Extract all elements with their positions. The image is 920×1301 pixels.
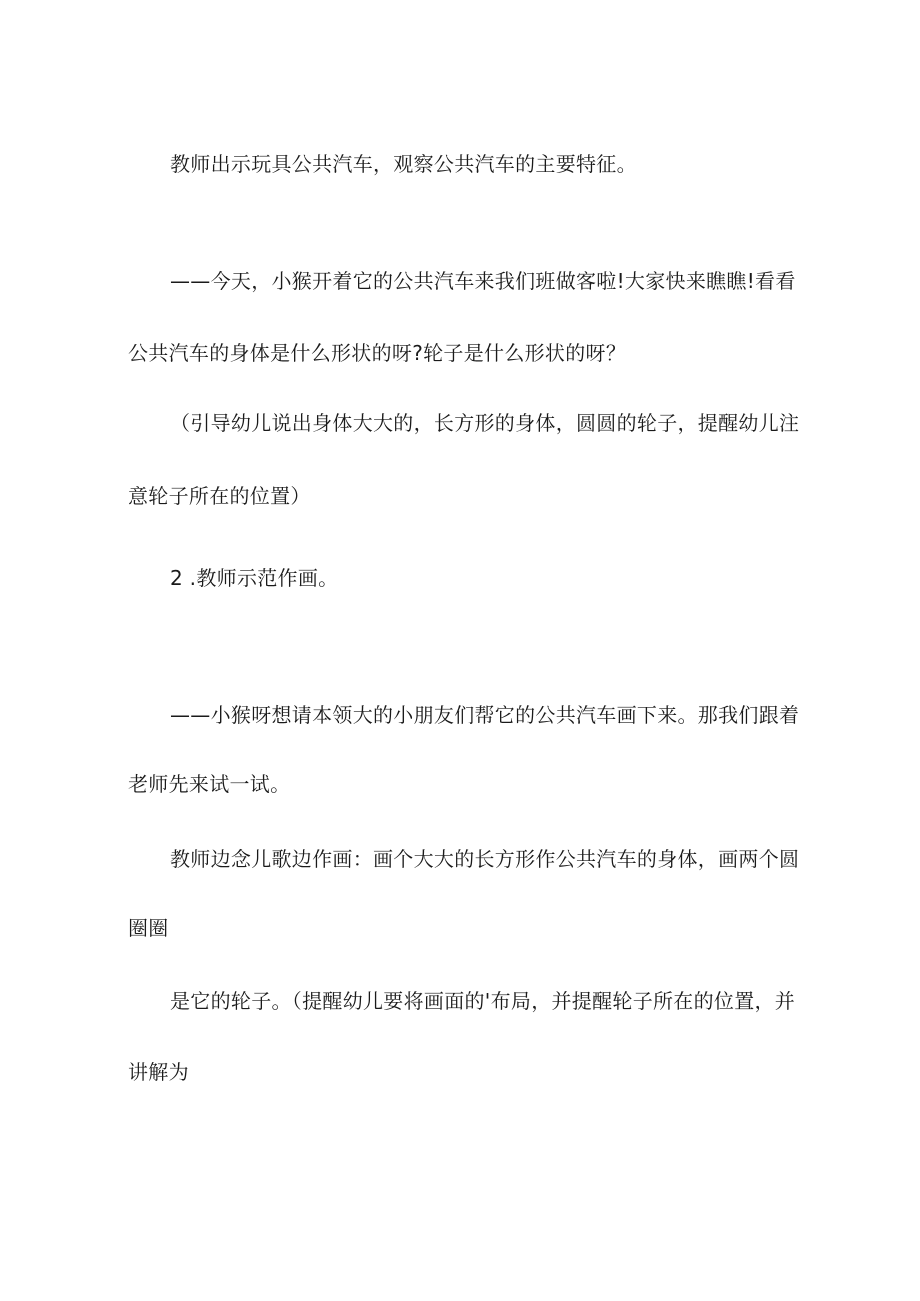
section-heading: 2 .教师示范作画。	[170, 566, 339, 590]
paragraph-line-8: 教师边念儿歌边作画：画个大大的长方形作公共汽车的身体，画两个圆	[170, 847, 800, 871]
paragraph-line-3: 公共汽车的身体是什么形状的呀?轮子是什么形状的呀？	[128, 341, 627, 365]
paragraph-line-6: ——小猴呀想请本领大的小朋友们帮它的公共汽车画下来。那我们跟着	[170, 703, 800, 727]
paragraph-line-10: 是它的轮子。（提醒幼儿要将画面的'布局，并提醒轮子所在的位置，并	[170, 989, 796, 1013]
paragraph-line-11: 讲解为	[128, 1060, 189, 1084]
paragraph-line-7: 老师先来试一试。	[128, 772, 291, 796]
paragraph-line-4: （引导幼儿说出身体大大的，长方形的身体，圆圆的轮子，提醒幼儿注	[170, 411, 800, 435]
paragraph-line-2: ——今天，小猴开着它的公共汽车来我们班做客啦!大家快来瞧瞧!看看	[170, 269, 796, 293]
paragraph-line-1: 教师出示玩具公共汽车，观察公共汽车的主要特征。	[170, 152, 637, 176]
paragraph-line-9: 圈圈	[128, 916, 169, 940]
paragraph-line-5: 意轮子所在的位置）	[128, 484, 311, 508]
